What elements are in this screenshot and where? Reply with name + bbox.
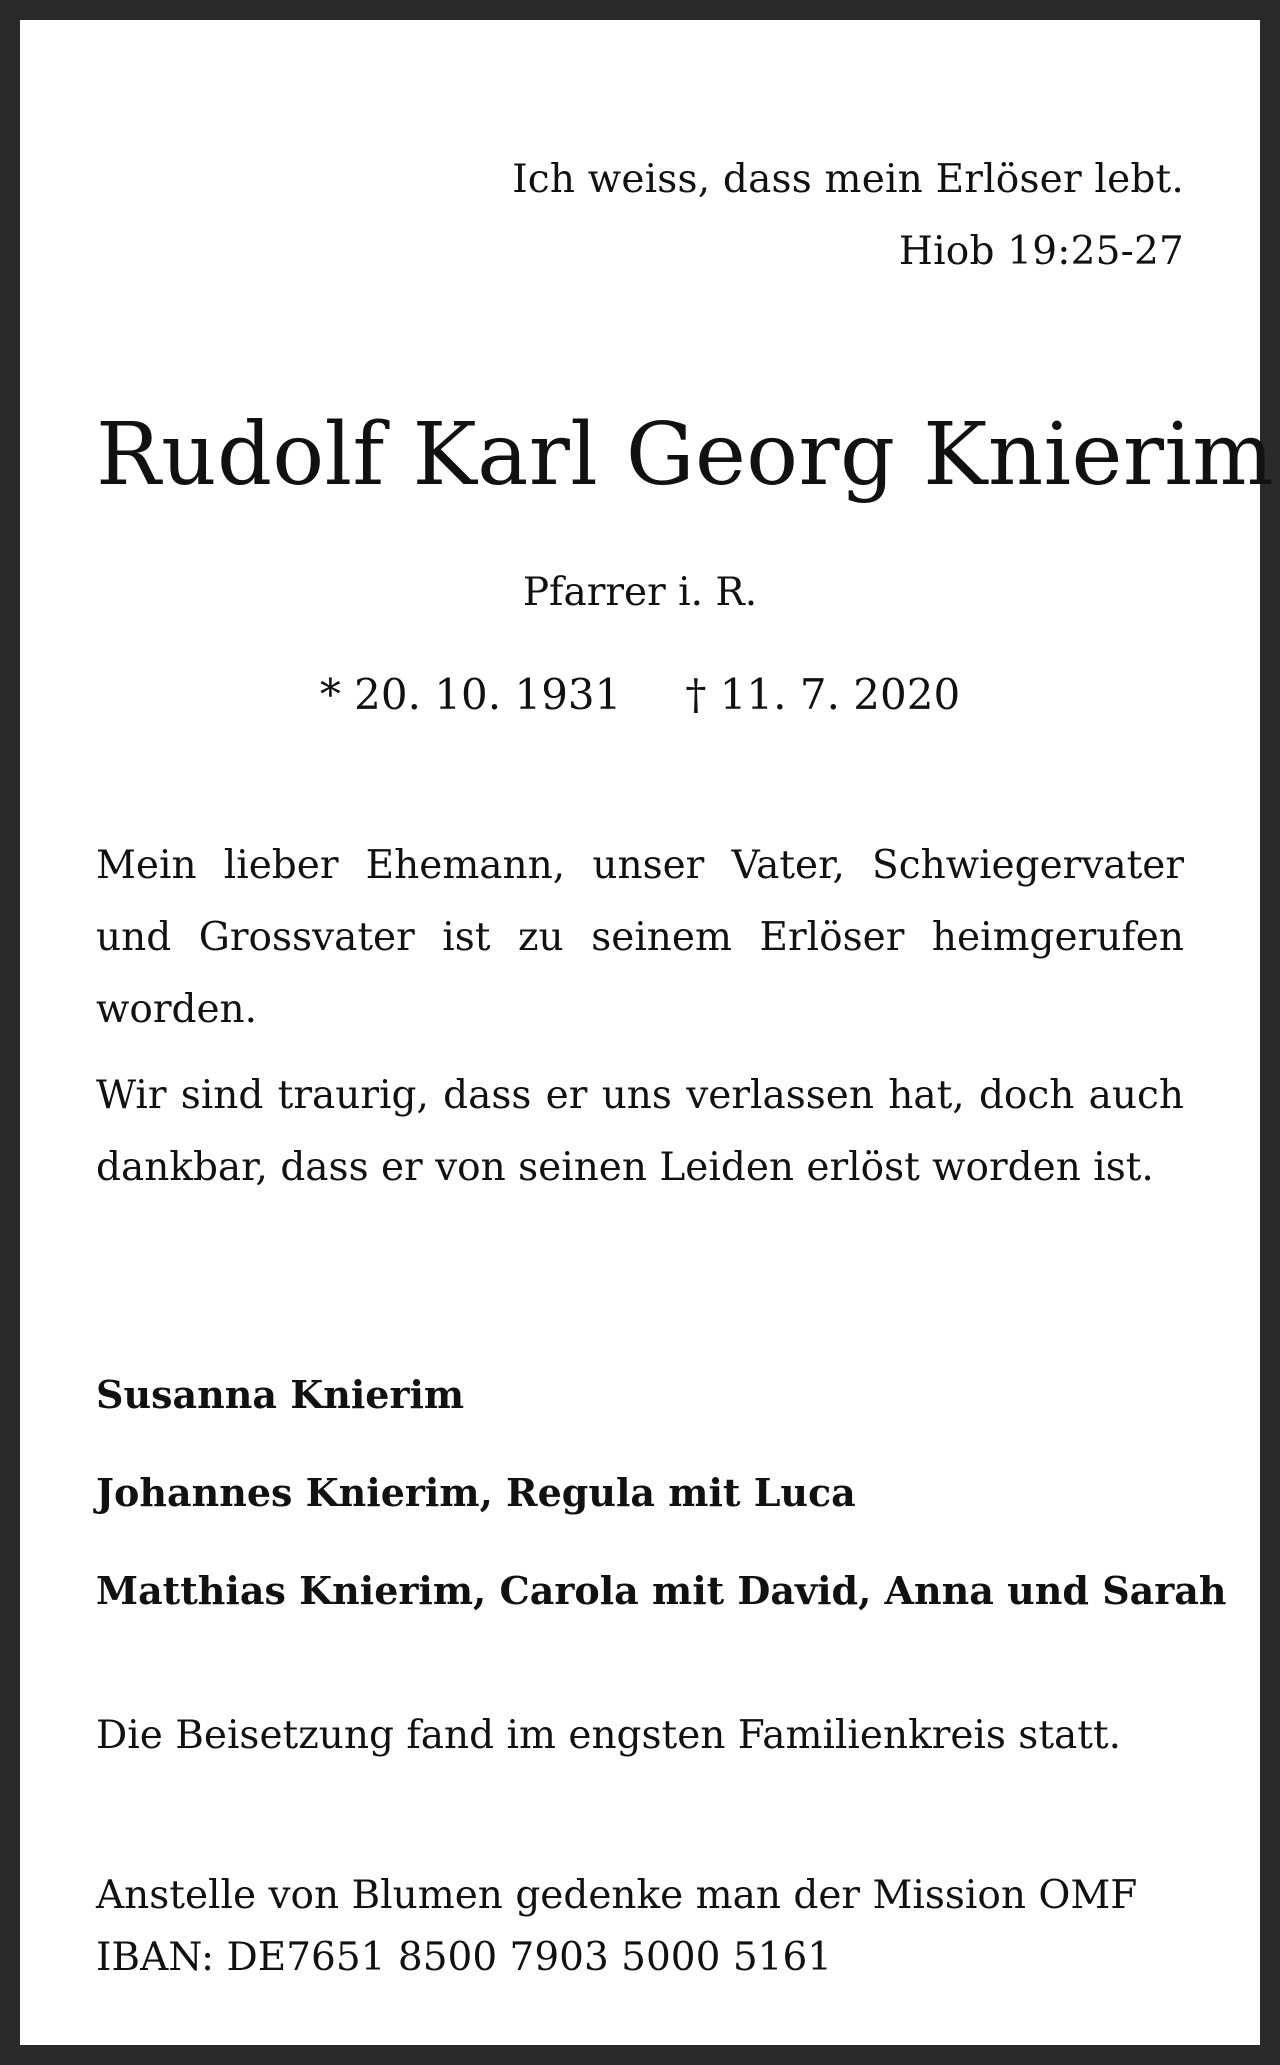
donation-iban: IBAN: DE7651 8500 7903 5000 5161 xyxy=(96,1935,833,1980)
bible-motto xyxy=(512,144,1184,288)
announcement-paragraph: Mein lieber Ehemann, unser Vater, Schwiegervater und Grossvater ist zu seinem Erlöser heimgerufen worden. xyxy=(96,843,1184,1032)
donation-line: Anstelle von Blumen gedenke man der Mission OMF xyxy=(96,1873,1138,1918)
birth-date: * 20. 10. 1931 xyxy=(319,670,622,719)
mourners-list xyxy=(96,1346,1227,1640)
deceased-title: Pfarrer i. R. xyxy=(522,570,758,615)
death-date: † 11. 7. 2020 xyxy=(685,670,961,719)
deceased-name: Rudolf Karl Georg Knierim xyxy=(96,405,1275,505)
mourner-line: Matthias Knierim, Carola mit David, Anna und Sarah xyxy=(96,1568,1227,1613)
burial-note: Die Beisetzung fand im engsten Familienkreis statt. xyxy=(96,1713,1121,1758)
donation-note xyxy=(96,1865,1184,1989)
motto-quote: Ich weiss, dass mein Erlöser lebt. xyxy=(512,157,1184,202)
mourner-line: Johannes Knierim, Regula mit Luca xyxy=(96,1470,856,1515)
motto-reference: Hiob 19:25-27 xyxy=(898,229,1184,274)
life-dates xyxy=(96,667,1184,723)
mourner-line: Susanna Knierim xyxy=(96,1372,465,1417)
sentiment-paragraph: Wir sind traurig, dass er uns verlassen hat, doch auch dankbar, dass er von seinen Leiden erlöst worden ist. xyxy=(96,1073,1184,1190)
